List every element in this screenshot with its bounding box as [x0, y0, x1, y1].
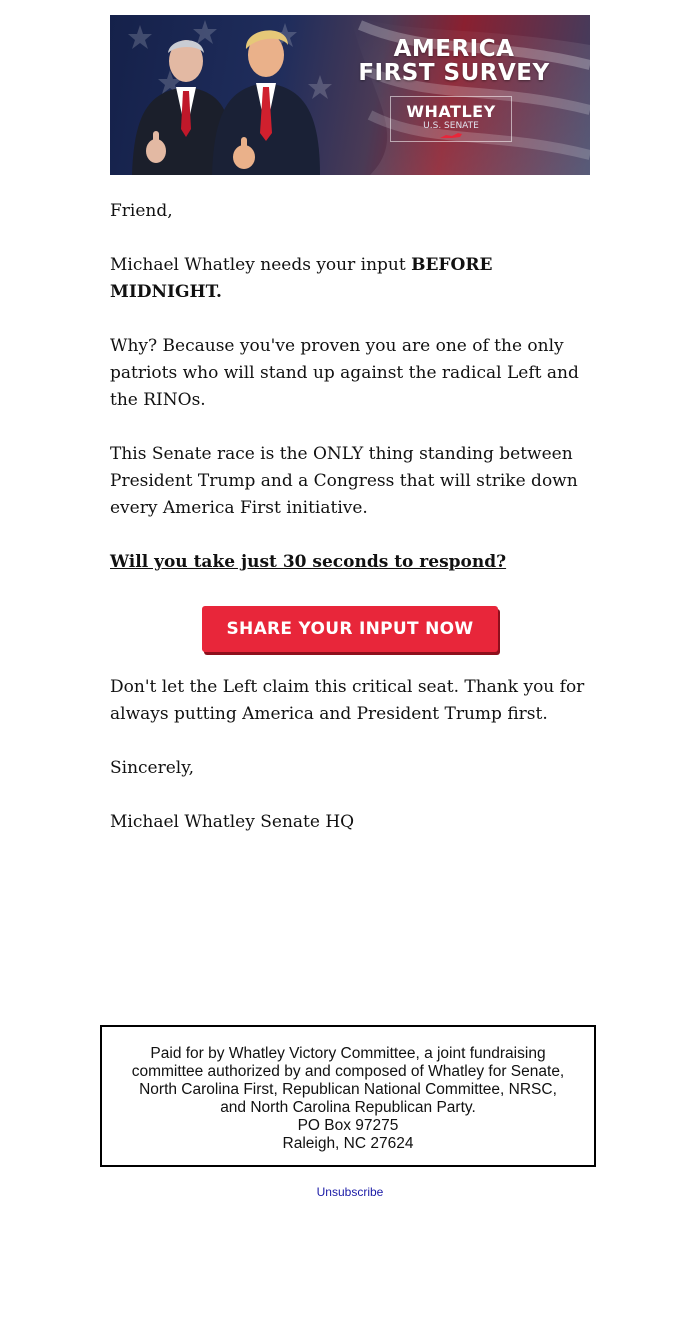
- logo-name: WHATLEY: [406, 102, 496, 121]
- logo-subtitle: U.S. SENATE: [423, 121, 479, 131]
- disclaimer-address: PO Box 97275: [297, 1117, 399, 1134]
- signoff: Sincerely,: [110, 758, 194, 778]
- disclaimer-city: Raleigh, NC 27624: [282, 1135, 414, 1152]
- deadline-emphasis: BEFORE MIDNIGHT.: [110, 255, 493, 302]
- question-link-paragraph: [110, 549, 590, 576]
- disclaimer-line: and North Carolina Republican Party.: [220, 1099, 476, 1116]
- disclaimer-line: committee authorized by and composed of Whatley for Senate,: [131, 1063, 565, 1080]
- paragraph-deadline: [110, 252, 590, 306]
- banner-headline-line1: AMERICA: [393, 36, 515, 62]
- unsubscribe-link[interactable]: Unsubscribe: [316, 1185, 384, 1199]
- disclaimer-line: North Carolina First, Republican National Committee, NRSC,: [139, 1081, 557, 1098]
- greeting: Friend,: [110, 201, 173, 221]
- paragraph-closing: Don't let the Left claim this critical seat. Thank you for always putting America and President Trump first.: [110, 677, 585, 724]
- email-body: [110, 198, 590, 836]
- paragraph-senate-race: This Senate race is the ONLY thing standing between President Trump and a Congress that will strike down every America First initiative.: [110, 444, 578, 518]
- banner-headline: [324, 37, 584, 85]
- paragraph-why: Why? Because you've proven you are one of the only patriots who will stand up against the radical Left and the RINOs.: [110, 336, 579, 410]
- share-input-button[interactable]: SHARE YOUR INPUT NOW: [202, 606, 498, 652]
- paid-for-disclaimer: [100, 1025, 596, 1167]
- nc-state-icon: [440, 133, 462, 139]
- whatley-logo: [390, 96, 512, 142]
- deadline-text: Michael Whatley needs your input: [110, 255, 412, 275]
- cta-container: [110, 606, 590, 652]
- respond-question-link[interactable]: Will you take just 30 seconds to respond?: [110, 552, 507, 572]
- banner-headline-line2: FIRST SURVEY: [358, 60, 550, 86]
- unsubscribe-container: [0, 1185, 700, 1199]
- email-content: [110, 15, 590, 836]
- signature: Michael Whatley Senate HQ: [110, 812, 355, 832]
- header-banner[interactable]: [110, 15, 590, 175]
- disclaimer-line: Paid for by Whatley Victory Committee, a joint fundraising: [150, 1045, 546, 1062]
- trump-portrait: [206, 21, 326, 175]
